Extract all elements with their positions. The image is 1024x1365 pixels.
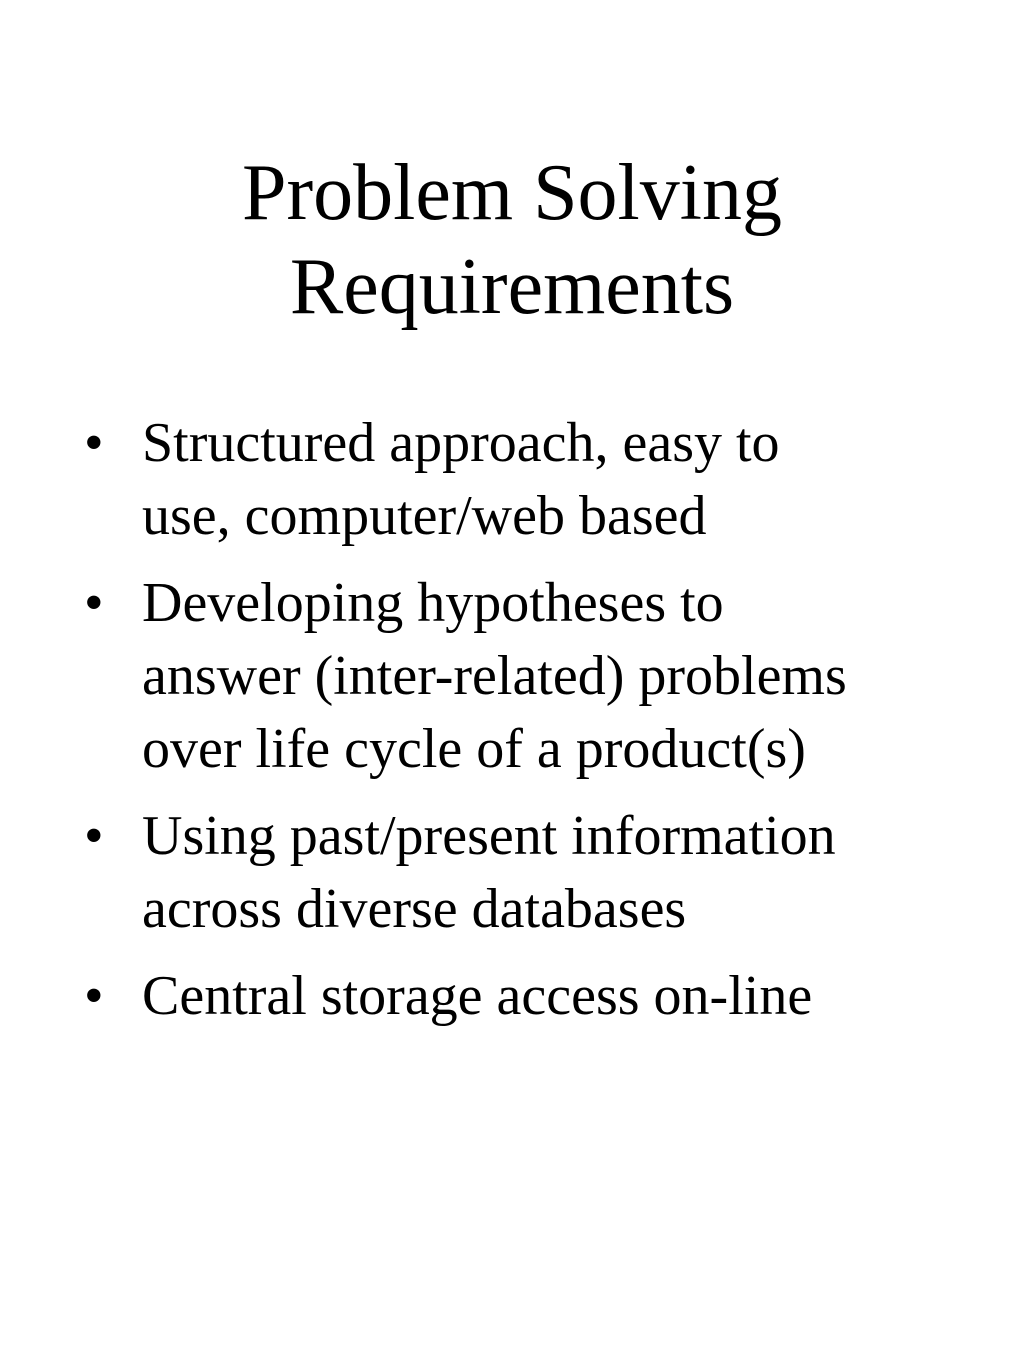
bullet-item — [84, 960, 984, 1033]
bullet-line: Developing hypotheses to — [142, 572, 724, 634]
bullet-dot-icon: • — [84, 965, 104, 1027]
slide-title-line: Problem Solving — [241, 149, 783, 237]
bullet-line: use, computer/web based — [142, 485, 707, 547]
bullet-item — [84, 800, 984, 946]
bullet-text — [142, 960, 984, 1033]
bullet-line: answer (inter-related) problems — [142, 645, 847, 707]
slide-title-line: Requirements — [289, 243, 735, 331]
bullet-text — [142, 407, 984, 553]
bullet-list — [84, 407, 984, 1047]
bullet-text — [142, 800, 984, 946]
slide-title — [0, 146, 1024, 334]
bullet-line: Using past/present information — [142, 805, 836, 867]
bullet-dot-icon: • — [84, 805, 104, 867]
bullet-line: across diverse databases — [142, 878, 687, 940]
bullet-item — [84, 567, 984, 786]
bullet-dot-icon: • — [84, 572, 104, 634]
bullet-line: Structured approach, easy to — [142, 412, 780, 474]
bullet-line: Central storage access on-line — [142, 965, 813, 1027]
bullet-line: over life cycle of a product(s) — [142, 718, 806, 780]
bullet-item — [84, 407, 984, 553]
bullet-text — [142, 567, 984, 786]
bullet-dot-icon: • — [84, 412, 104, 474]
